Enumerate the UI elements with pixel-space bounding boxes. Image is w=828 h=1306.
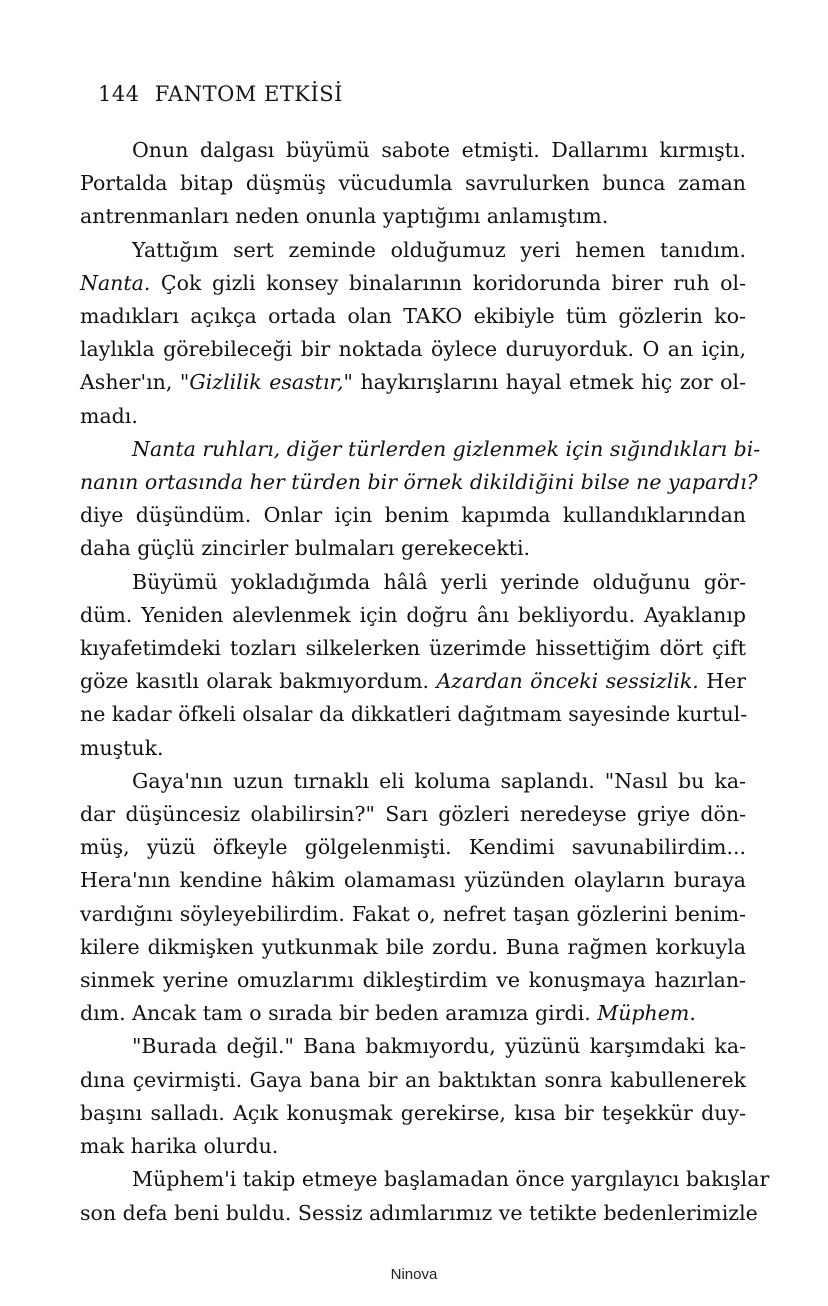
text-line: Portalda bitap düşmüş vücudumla savrulurken bunca zaman [80, 171, 746, 196]
text-line: madıkları açıkça ortada olan TAKO ekibiyle tüm gözlerin ko- [80, 304, 746, 329]
text-line: antrenmanları neden onunla yaptığımı anlamıştım. [80, 204, 609, 229]
text-line: göze kasıtlı olarak bakmıyordum. Azardan önceki sessizlik. Her [80, 669, 746, 694]
text-line: dım. Ancak tam o sırada bir beden aramıza girdi. Müphem. [80, 1001, 696, 1026]
publisher-footer: Ninova [390, 1266, 438, 1283]
text-line: Yattığım sert zeminde olduğumuz yeri hemen tanıdım. [132, 237, 746, 262]
text-line: Büyümü yokladığımda hâlâ yerli yerinde olduğunu gör- [132, 569, 746, 594]
text-line: vardığını söyleyebilirdim. Fakat o, nefret taşan gözlerini benim- [80, 901, 746, 926]
text-line: sinmek yerine omuzlarımı dikleştirdim ve konuşmaya hazırlan- [80, 968, 746, 993]
text-line: ne kadar öfkeli olsalar da dikkatleri dağıtmam sayesinde kurtul- [80, 702, 748, 727]
text-line: Müphem'i takip etmeye başlamadan önce yargılayıcı bakışlar [132, 1167, 770, 1192]
text-line: Onun dalgası büyümü sabote etmişti. Dallarımı kırmıştı. [132, 138, 746, 162]
page-number: 144 [98, 82, 140, 106]
text-line: Nanta. Çok gizli konsey binalarının koridorunda birer ruh ol- [80, 270, 746, 295]
text-line: müş, yüzü öfkeyle gölgelenmişti. Kendimi savunabilirdim... [80, 835, 746, 860]
text-line: laylıkla görebileceği bir noktada öylece duruyorduk. O an için, [80, 337, 746, 362]
text-line: Hera'nın kendine hâkim olamaması yüzünden olayların buraya [80, 868, 746, 893]
text-line: son defa beni buldu. Sessiz adımlarımız ve tetikte bedenlerimizle [80, 1200, 758, 1225]
text-line: dar düşüncesiz olabilirsin?" Sarı gözleri neredeyse griye dön- [80, 802, 746, 827]
text-line: muştuk. [80, 735, 164, 760]
text-line: başını salladı. Açık konuşmak gerekirse, kısa bir teşekkür duy- [80, 1100, 746, 1125]
text-line: mak harika olurdu. [80, 1134, 279, 1159]
text-line: düm. Yeniden alevlenmek için doğru ânı bekliyordu. Ayaklanıp [80, 602, 746, 627]
text-line: kilere dikmişken yutkunmak bile zordu. Buna rağmen korkuyla [80, 934, 746, 959]
text-line: Gaya'nın uzun tırnaklı eli koluma saplandı. "Nasıl bu ka- [132, 768, 746, 793]
body-text [80, 134, 770, 1230]
text-line: madı. [80, 403, 138, 428]
text-line: diye düşündüm. Onlar için benim kapımda kullandıklarından [80, 503, 746, 528]
text-line: dına çevirmişti. Gaya bana bir an baktıktan sonra kabullenerek [80, 1067, 746, 1092]
text-line: Nanta ruhları, diğer türlerden gizlenmek için sığındıkları bi- [132, 436, 761, 461]
text-line: nanın ortasında her türden bir örnek dikildiğini bilse ne yapardı? [80, 470, 758, 495]
text-line: daha güçlü zincirler bulmaları gerekecekti. [80, 536, 531, 561]
text-line: Asher'ın, "Gizlilik esastır," haykırışlarını hayal etmek hiç zor ol- [80, 370, 747, 395]
text-line: "Burada değil." Bana bakmıyordu, yüzünü karşımdaki ka- [132, 1034, 746, 1059]
running-header [98, 82, 343, 106]
text-line: kıyafetimdeki tozları silkelerken üzerimde hissettiğim dört çift [80, 636, 746, 661]
book-title: FANTOM ETKİSİ [154, 82, 343, 106]
